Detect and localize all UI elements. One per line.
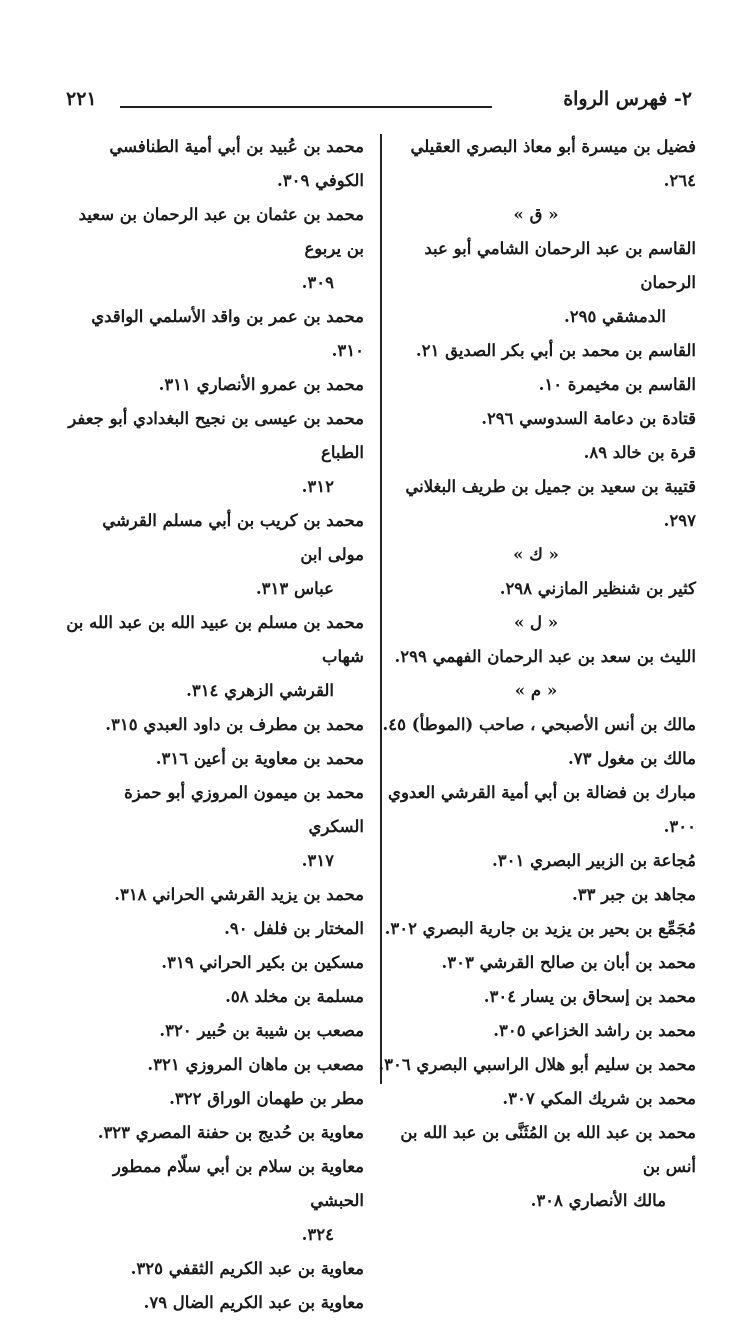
narrator-entry-text: مُجاعة بن الزبير البصري ٣٠١. — [492, 851, 696, 870]
narrator-entry-continuation: ٣١٧. — [301, 851, 334, 870]
narrator-entry-text: قتادة بن دعامة السدوسي ٢٩٦. — [481, 409, 696, 428]
narrator-entry-text: مسلمة بن مخلد ٥٨. — [225, 987, 364, 1006]
left-column — [64, 130, 364, 1320]
narrator-entry — [376, 640, 696, 674]
narrator-entry-text: مسكين بن بكير الحراني ٣١٩. — [161, 953, 364, 972]
narrator-entry — [64, 130, 364, 198]
narrator-entry — [376, 402, 696, 436]
narrator-entry — [376, 1014, 696, 1048]
narrator-entry-text: قرة بن خالد ٨٩. — [583, 443, 696, 462]
narrator-entry — [64, 946, 364, 980]
narrator-entry-continuation: ٣١٢. — [301, 477, 334, 496]
narrator-entry-text: محمد بن كريب بن أبي مسلم القرشي مولى ابن — [102, 511, 364, 564]
section-letter-heading: « م » — [514, 681, 558, 700]
narrator-entry — [376, 232, 696, 334]
narrator-entry — [64, 198, 364, 300]
narrator-entry — [376, 368, 696, 402]
narrator-entry — [64, 1116, 364, 1150]
narrator-entry-text: القاسم بن محمد بن أبي بكر الصديق ٢١. — [415, 341, 696, 360]
narrator-entry-text: مبارك بن فضالة بن أبي أمية القرشي العدوي ٣٠٠. — [388, 783, 696, 836]
narrator-entry-continuation: ٣٠٩. — [301, 273, 334, 292]
narrator-entry — [64, 708, 364, 742]
narrator-entry — [376, 470, 696, 538]
narrator-entry-continuation: الدمشقي ٢٩٥. — [563, 307, 666, 326]
narrator-entry-text: محمد بن مطرف بن داود العبدي ٣١٥. — [105, 715, 364, 734]
narrator-entry-text: محمد بن عثمان بن عبد الرحمان بن سعيد بن يربوع — [78, 205, 364, 258]
narrator-entry-text: مالك بن أنس الأصبحي ، صاحب (الموطأ) ٤٥. — [382, 715, 696, 734]
narrator-entry-text: محمد بن عمر بن واقد الأسلمي الواقدي ٣١٠. — [91, 307, 364, 360]
narrator-entry-text: مجاهد بن جبر ٣٣. — [571, 885, 696, 904]
narrator-entry-text: محمد بن سليم أبو هلال الراسبي البصري ٣٠٦. — [378, 1055, 696, 1074]
narrator-entry-text: مُجَمِّع بن بحير بن يزيد بن جارية البصري ٣٠٢. — [384, 919, 696, 938]
narrator-entry — [64, 606, 364, 708]
narrator-entry — [376, 980, 696, 1014]
narrator-entry — [64, 368, 364, 402]
narrator-entry — [376, 946, 696, 980]
narrator-entry — [64, 878, 364, 912]
narrator-entry-text: معاوية بن حُديج بن حفنة المصري ٣٢٣. — [97, 1123, 364, 1142]
narrator-entry — [64, 1252, 364, 1286]
narrator-entry-text: قتيبة بن سعيد بن جميل بن طريف البغلاني ٢٩٧. — [405, 477, 696, 530]
narrator-entry-text: القاسم بن عبد الرحمان الشامي أبو عبد الرحمان — [424, 239, 696, 292]
narrator-entry — [376, 844, 696, 878]
narrator-entry — [376, 436, 696, 470]
narrator-entry — [376, 130, 696, 198]
narrator-entry — [376, 878, 696, 912]
narrator-entry — [64, 300, 364, 368]
narrator-entry-text: الليث بن سعد بن عبد الرحمان الفهمي ٢٩٩. — [394, 647, 696, 666]
narrator-entry-text: كثير بن شنظير المازني ٢٩٨. — [499, 579, 696, 598]
section-letter-heading: « ك » — [513, 545, 559, 564]
narrator-entry-text: محمد بن عُبيد بن أبي أمية الطنافسي الكوفي ٣٠٩. — [109, 137, 364, 190]
narrator-entry-text: مالك بن مغول ٧٣. — [568, 749, 696, 768]
section-letter-heading: « ق » — [513, 205, 559, 224]
right-column — [376, 130, 696, 1218]
narrator-entry-text: محمد بن معاوية بن أعين ٣١٦. — [155, 749, 364, 768]
narrator-entry — [376, 742, 696, 776]
narrator-entry-text: مصعب بن ماهان المروزي ٣٢١. — [147, 1055, 364, 1074]
page-number: ٢٢١ — [66, 88, 97, 110]
narrator-entry — [376, 1082, 696, 1116]
narrator-entry — [64, 402, 364, 504]
section-letter-heading: « ل » — [513, 613, 559, 632]
narrator-entry — [64, 1150, 364, 1252]
narrator-entry-text: محمد بن شريك المكي ٣٠٧. — [502, 1089, 696, 1108]
narrator-entry — [376, 1116, 696, 1218]
narrator-entry — [64, 1014, 364, 1048]
narrator-entry-text: محمد بن عمرو الأنصاري ٣١١. — [158, 375, 364, 394]
narrator-entry-text: معاوية بن عبد الكريم الثقفي ٣٢٥. — [130, 1259, 364, 1278]
narrator-entry — [64, 912, 364, 946]
narrator-entry-text: محمد بن إسحاق بن يسار ٣٠٤. — [483, 987, 696, 1006]
narrator-entry — [64, 1286, 364, 1320]
narrator-entry-text: معاوية بن عبد الكريم الضال ٧٩. — [143, 1293, 364, 1312]
narrator-entry — [376, 708, 696, 742]
narrator-entry-text: مطر بن طهمان الوراق ٣٢٢. — [169, 1089, 364, 1108]
narrator-entry-continuation: مالك الأنصاري ٣٠٨. — [530, 1191, 666, 1210]
narrator-entry-text: محمد بن مسلم بن عبيد الله بن عبد الله بن شهاب — [66, 613, 364, 666]
narrator-entry — [64, 776, 364, 878]
narrator-entry — [376, 572, 696, 606]
narrator-entry-text: محمد بن ميمون المروزي أبو حمزة السكري — [124, 783, 364, 836]
narrator-entry — [64, 742, 364, 776]
page-header-title: ٢- فهرس الرواة — [563, 88, 692, 110]
narrator-entry — [64, 504, 364, 606]
narrator-entry — [376, 334, 696, 368]
narrator-entry — [64, 980, 364, 1014]
narrator-entry-text: مصعب بن شيبة بن حُبير ٣٢٠. — [159, 1021, 364, 1040]
narrator-entry-text: محمد بن عبد الله بن المُثَنَّى بن عبد الله بن أنس بن — [400, 1123, 696, 1176]
narrator-entry-text: محمد بن عيسى بن نجيح البغدادي أبو جعفر الطباع — [68, 409, 364, 462]
narrator-entry-text: القاسم بن مخيمرة ١٠. — [538, 375, 696, 394]
narrator-entry-text: محمد بن راشد الخزاعي ٣٠٥. — [493, 1021, 696, 1040]
narrator-entry-text: المختار بن فلفل ٩٠. — [224, 919, 364, 938]
narrator-entry — [376, 1048, 696, 1082]
narrator-entry-text: فضيل بن ميسرة أبو معاذ البصري العقيلي ٢٦٤. — [410, 137, 696, 190]
narrator-entry-continuation: عباس ٣١٣. — [255, 579, 334, 598]
narrator-entry-text: محمد بن يزيد القرشي الحراني ٣١٨. — [114, 885, 364, 904]
narrator-entry — [64, 1082, 364, 1116]
header-rule — [120, 106, 492, 108]
narrator-entry-text: محمد بن أبان بن صالح القرشي ٣٠٣. — [441, 953, 696, 972]
narrator-entry-text: معاوية بن سلام بن أبي سلّام ممطور الحبشي — [112, 1157, 364, 1210]
narrator-entry — [376, 912, 696, 946]
narrator-entry — [64, 1048, 364, 1082]
narrator-entry-continuation: ٣٢٤. — [301, 1225, 334, 1244]
narrator-entry — [376, 776, 696, 844]
narrator-entry-continuation: القرشي الزهري ٣١٤. — [186, 681, 334, 700]
